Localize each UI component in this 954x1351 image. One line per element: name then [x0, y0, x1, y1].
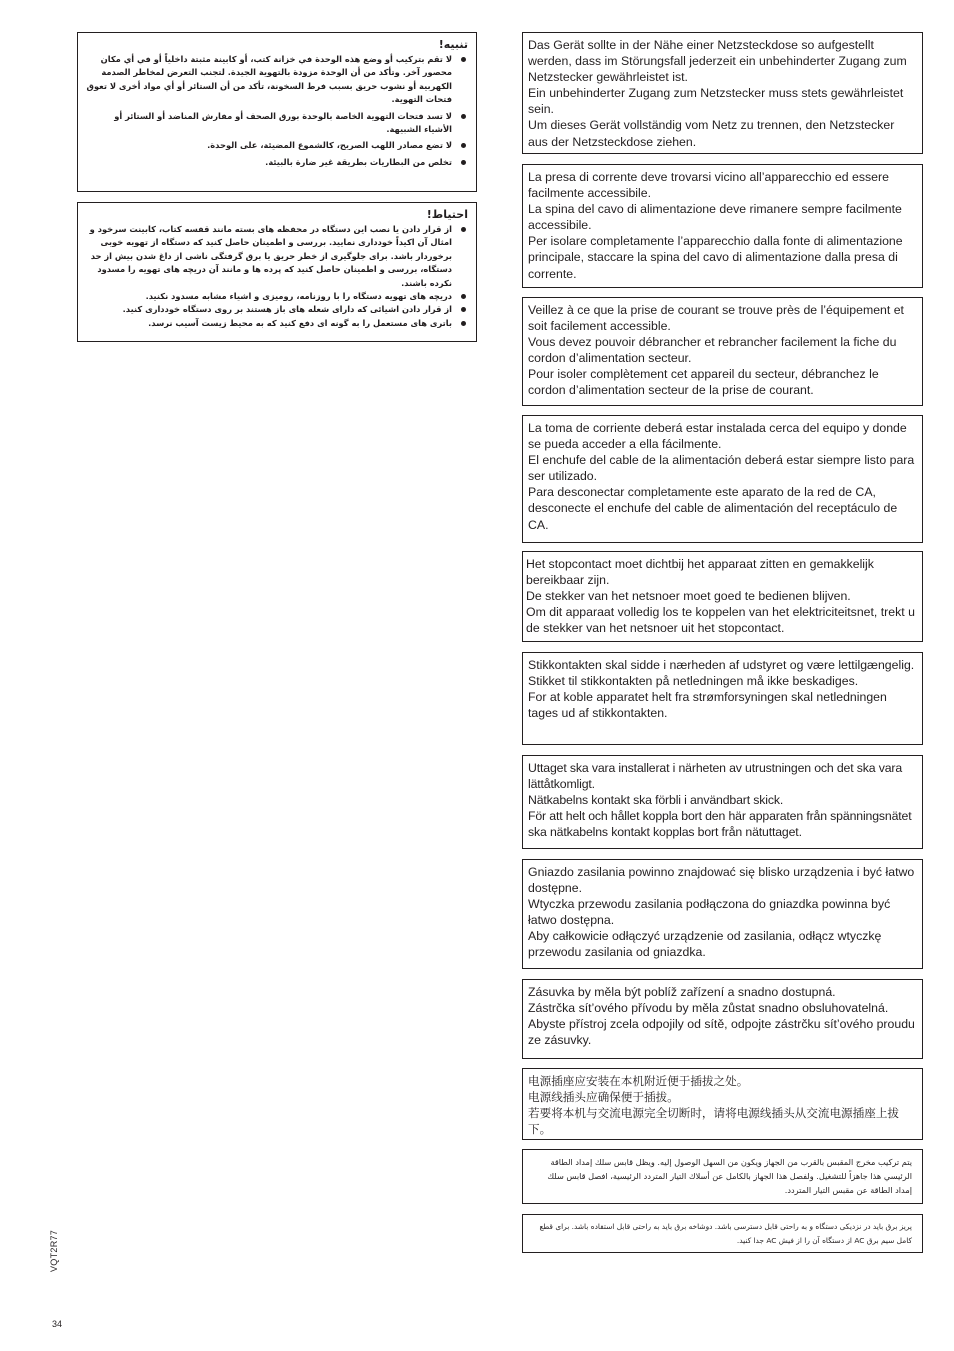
arabic-caution-item-3: لا تضع مصادر اللهب الصريح، كالشموع المضيئة، على الوحدة.: [207, 140, 452, 151]
dutch-line-3: Om dit apparaat volledig los te koppelen van het elektriciteitsnet, trekt u de stekker van het netsnoer uit het stopcontact.: [526, 605, 915, 636]
danish-line-3: For at koble apparatet helt fra strømforsyningen skal netledningen tages ud af stikkontakten.: [528, 690, 887, 721]
list-item: [86, 139, 468, 152]
french-line-3: Pour isoler complètement cet appareil du secteur, débranchez le cordon d’alimentation secteur de la prise de courant.: [528, 367, 879, 398]
persian-caution-box: [77, 202, 477, 342]
czech-line-2: Zástrčka sít’ového přívodu by měla zůstat snadno obsluhovatelná.: [528, 1001, 889, 1016]
list-item: [86, 110, 468, 137]
swedish-line-3: För att helt och hållet koppla bort den här apparaten från spänningsnätet ska nätkabelns kontakt kopplas bort från nätuttaget.: [528, 809, 912, 840]
arabic-caution-item-1: لا تقم بتركيب أو وضع هذه الوحدة في خزانة كتب، أو كابينة مثبتة داخلياً أو في أي مكان محصور آخر. وتأكد من أن الوحدة مزودة بالتهوية الجيدة. لتجنب التعرض لمخاطر الصدمة الكهربية أو نشوب حريق بسبب فرط السخونة، تأكد من أن الستائر أو أي مواد أخرى لا تعوق فتحات التهوية.: [86, 54, 452, 105]
arabic-caution-box: [77, 32, 477, 192]
german-notice-box: [522, 32, 923, 154]
persian-caution-item-1: از قرار دادن یا نصب این دستگاه در محفظه های بسته مانند قفسه کتاب، کابینت سرخود و امثال آن اکیداً خودداری نمایید. بررسی و اطمینان حاصل کنید که دستگاه از تهویه خوبی برخوردار باشد. برای جلوگیری از خطر حریق یا برق گرفتگی ناشی از داغ شدن بیش از حد دستگاه، بررسی و اطمینان حاصل کنید که پرده ها و مانند آن دریچه های تهویه را مسدود نکرده باشند.: [89, 224, 452, 288]
italian-line-1: La presa di corrente deve trovarsi vicino all’apparecchio ed essere facilmente accessibile.: [528, 170, 889, 201]
french-line-2: Vous devez pouvoir débrancher et rebrancher facilement la fiche du cordon d’alimentation secteur.: [528, 335, 897, 366]
polish-line-2: Wtyczka przewodu zasilania podłączona do gniazdka powinna być łatwo dostępna.: [528, 897, 891, 928]
bullet-icon: [461, 321, 466, 326]
spanish-line-1: La toma de corriente deberá estar instalada cerca del equipo y donde se pueda acceder a ella fácilmente.: [528, 421, 907, 452]
persian-caution-item-2: دریچه های تهویه دستگاه را با روزنامه، رومیزی و اشیاء مشابه مسدود نکنید.: [145, 291, 452, 302]
list-item: [86, 303, 468, 316]
arabic-notice-text: يتم تركيب مخرج المقبس بالقرب من الجهاز ويكون من السهل الوصول إليه. ويظل قابس سلك إمداد الطاقة الرئيسي هذا جاهزاً للتشغيل. ولفصل هذا الجهاز بالكامل عن أسلاك التيار المتردد الرئيسية، افصل قابس سلك إمداد الطاقة عن مقبس التيار المتردد.: [547, 1157, 912, 1195]
french-notice-box: [522, 297, 923, 406]
chinese-notice-box: [522, 1068, 923, 1140]
italian-line-2: La spina del cavo di alimentazione deve rimanere sempre facilmente accessibile.: [528, 202, 902, 233]
swedish-notice-box: [522, 755, 923, 849]
list-item: [86, 317, 468, 330]
page-number: 34: [52, 1319, 63, 1329]
arabic-caution-list: [86, 53, 468, 169]
german-line-2: Ein unbehinderter Zugang zum Netzstecker muss stets gewährleistet sein.: [528, 86, 904, 117]
arabic-caution-item-2: لا تسد فتحات التهوية الخاصة بالوحدة بورق الصحف أو مفارش المناضد أو الستائر أو الأشياء الشبيهة.: [114, 110, 452, 135]
list-item: [86, 156, 468, 169]
model-code: VQT2R77: [49, 1229, 59, 1272]
spanish-notice-box: [522, 415, 923, 543]
dutch-line-1: Het stopcontact moet dichtbij het apparaat zitten en gemakkelijk bereikbaar zijn.: [526, 557, 874, 588]
chinese-line-3: 若要将本机与交流电源完全切断时，请将电源线插头从交流电源插座上拔下。: [528, 1106, 900, 1137]
czech-line-1: Zásuvka by měla být poblíž zařízení a snadno dostupná.: [528, 985, 836, 999]
danish-line-2: Stikket til stikkontakten på netledningen må ikke beskadiges.: [528, 674, 859, 689]
arabic-caution-title: تنبيه!: [438, 38, 468, 51]
arabic-notice-box: [522, 1149, 923, 1204]
german-line-1: Das Gerät sollte in der Nähe einer Netzsteckdose so aufgestellt werden, dass im Störungsfall jederzeit ein unbehinderter Zugang zum Netzstecker gewährleistet ist.: [528, 38, 907, 85]
dutch-line-2: De stekker van het netsnoer moet goed te bedienen blijven.: [526, 589, 851, 604]
italian-line-3: Per isolare completamente l’apparecchio dalla fonte di alimentazione principale, staccare la spina del cavo di alimentazione dalla presa di corrente.: [528, 234, 903, 281]
persian-notice-text: پریز برق باید در نزدیکی دستگاه و به راحتی قابل دسترسی باشد. دوشاخه برق باید به راحتی قابل استفاده باشد. برای قطع کامل سیم برق AC از دستگاه آن را از فیش AC جدا کنید.: [539, 1222, 912, 1245]
bullet-icon: [461, 227, 466, 232]
danish-notice-box: [522, 652, 923, 745]
persian-caution-title: احتياط!: [426, 208, 468, 221]
bullet-icon: [461, 294, 466, 299]
polish-notice-box: [522, 859, 923, 969]
dutch-notice-box: [522, 551, 923, 642]
bullet-icon: [461, 160, 466, 165]
list-item: [86, 223, 468, 290]
danish-line-1: Stikkontakten skal sidde i nærheden af udstyret og være lettilgængelig.: [528, 658, 915, 672]
arabic-caution-item-4: تخلص من البطاريات بطريقة غير ضارة بالبيئة.: [265, 156, 452, 167]
swedish-line-2: Nätkabelns kontakt ska förbli i användbart skick.: [528, 793, 784, 808]
chinese-line-1: 电源插座应安装在本机附近便于插拔之处。: [528, 1074, 749, 1088]
list-item: [86, 53, 468, 107]
german-line-3: Um dieses Gerät vollständig vom Netz zu trennen, den Netzstecker aus der Netzsteckdose ziehen.: [528, 118, 895, 149]
italian-notice-box: [522, 164, 923, 288]
persian-notice-box: [522, 1214, 923, 1253]
polish-line-1: Gniazdo zasilania powinno znajdować się blisko urządzenia i być łatwo dostępne.: [528, 865, 915, 896]
polish-line-3: Aby całkowicie odłączyć urządzenie od zasilania, odłącz wtyczkę przewodu zasilania od gniazdka.: [528, 929, 882, 960]
czech-line-3: Abyste přístroj zcela odpojily od sítě, odpojte zástrčku sít’ového proudu ze zásuvky.: [528, 1017, 915, 1048]
spanish-line-2: El enchufe del cable de la alimentación deberá estar siempre listo para ser utilizado.: [528, 453, 915, 484]
swedish-line-1: Uttaget ska vara installerat i närheten av utrustningen och det ska vara lättåtkomligt.: [528, 761, 903, 792]
french-line-1: Veillez à ce que la prise de courant se trouve près de l’équipement et soit facilement accessible.: [528, 303, 904, 334]
spanish-line-3: Para desconectar completamente este aparato de la red de CA, desconecte el enchufe del cable de alimentación del receptáculo de CA.: [528, 485, 898, 532]
bullet-icon: [461, 143, 466, 148]
persian-caution-list: [86, 223, 468, 330]
list-item: [86, 290, 468, 303]
bullet-icon: [461, 57, 466, 62]
chinese-line-2: 电源线插头应确保便于插拔。: [528, 1090, 679, 1105]
persian-caution-item-4: باتری های مستعمل را به گونه ای دفع کنید که به محیط زیست آسیب نرسد.: [148, 317, 452, 328]
persian-caution-item-3: از قرار دادن اشیائی که دارای شعله های باز هستند بر روی دستگاه خودداری کنید.: [122, 304, 452, 315]
czech-notice-box: [522, 979, 923, 1059]
bullet-icon: [461, 307, 466, 312]
bullet-icon: [461, 114, 466, 119]
